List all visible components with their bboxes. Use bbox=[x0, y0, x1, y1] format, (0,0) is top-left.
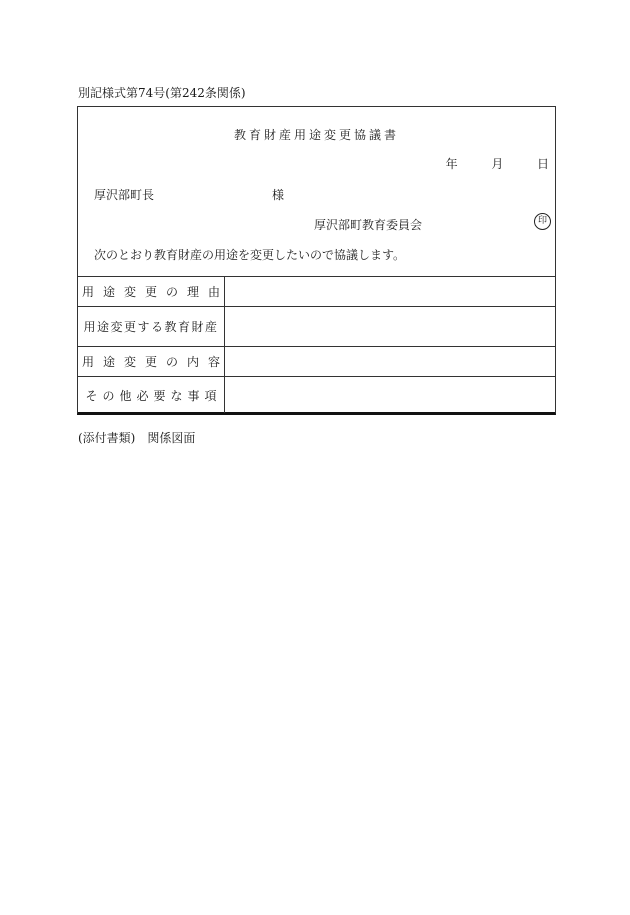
row-value-other[interactable] bbox=[225, 377, 555, 413]
row-label-property: 用途変更する教育財産 bbox=[78, 307, 225, 346]
row-value-content[interactable] bbox=[225, 347, 555, 376]
honorific: 様 bbox=[272, 188, 285, 202]
table-row bbox=[78, 377, 555, 413]
table-row bbox=[78, 347, 555, 377]
row-value-reason[interactable] bbox=[225, 277, 555, 306]
row-value-property[interactable] bbox=[225, 307, 555, 346]
row-label-content: 用途変更の内容 bbox=[78, 347, 225, 376]
date-year-label: 年 bbox=[445, 157, 458, 171]
addressee: 厚沢部町長 bbox=[94, 188, 155, 202]
seal-mark: 印 bbox=[534, 213, 551, 230]
attachments-note: (添付書類) 関係図面 bbox=[78, 431, 196, 445]
document-title: 教育財産用途変更協議書 bbox=[233, 128, 399, 142]
date-month-label: 月 bbox=[491, 157, 504, 171]
consultation-form bbox=[77, 106, 556, 415]
row-label-other: その他必要な事項 bbox=[78, 377, 225, 413]
form-number: 別記様式第74号(第242条関係) bbox=[78, 86, 246, 100]
date-day-label: 日 bbox=[536, 157, 549, 171]
table-row bbox=[78, 307, 555, 347]
sender: 厚沢部町教育委員会 bbox=[314, 218, 423, 232]
row-label-reason: 用途変更の理由 bbox=[78, 277, 225, 306]
table-row bbox=[78, 277, 555, 307]
form-header bbox=[78, 107, 555, 277]
date-line bbox=[416, 155, 549, 172]
body-text: 次のとおり教育財産の用途を変更したいので協議します。 bbox=[94, 248, 406, 262]
